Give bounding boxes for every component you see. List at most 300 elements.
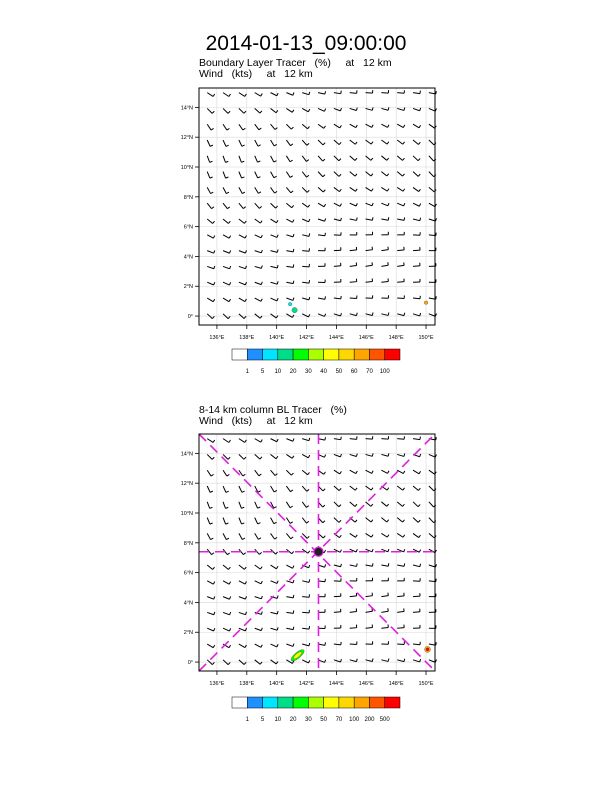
wind-barb [207, 644, 215, 648]
wind-barb [334, 279, 341, 282]
colorbar-swatch [247, 349, 262, 360]
wind-barb [318, 296, 325, 299]
colorbar-swatch [354, 697, 369, 708]
wind-barb [413, 437, 420, 440]
colorbar-label: 10 [274, 369, 282, 375]
wind-barb [381, 90, 388, 93]
wind-barb [397, 436, 404, 439]
wind-barb [350, 262, 357, 266]
wind-barb [286, 264, 293, 267]
wind-barb [286, 610, 293, 613]
y-tick-label: 8°N [183, 194, 193, 201]
wind-barb [334, 642, 341, 645]
wind-barb [350, 124, 358, 127]
wind-barb [381, 172, 388, 176]
wind-barb [223, 156, 228, 163]
wind-barb [350, 247, 357, 251]
wind-barb [302, 124, 309, 129]
wind-barb [255, 187, 261, 193]
wind-barb [366, 470, 374, 473]
wind-barb [334, 187, 341, 191]
wind-barb [207, 486, 213, 492]
wind-barb [350, 502, 357, 507]
wind-barb [413, 313, 421, 316]
wind-barb [366, 641, 373, 644]
wind-barb [381, 124, 389, 127]
tracer-contour [426, 648, 429, 651]
wind-barb [366, 453, 374, 456]
wind-barb [397, 90, 404, 93]
wind-barb [334, 659, 342, 662]
wind-barb [286, 502, 292, 508]
wind-barb [223, 124, 229, 130]
wind-barb [255, 172, 261, 178]
wind-barb [334, 593, 341, 596]
wind-barb [255, 502, 261, 508]
wind-barb [334, 454, 342, 457]
wind-barb [286, 249, 293, 252]
wind-barb [302, 156, 309, 162]
wind-barb [286, 470, 293, 475]
wind-barb [302, 454, 310, 457]
wind-barb [413, 502, 420, 507]
colorbar-label: 50 [320, 717, 327, 723]
wind-barb [207, 282, 215, 285]
wind-barb [350, 578, 357, 581]
wind-barb [286, 644, 294, 647]
wind-barb [366, 217, 373, 220]
colorbar-swatch [369, 349, 384, 360]
y-tick-label: 14°N [180, 451, 193, 458]
wind-barb [397, 108, 405, 111]
wind-barb [239, 187, 245, 193]
wind-barb [223, 219, 230, 223]
colorbar-label: 40 [320, 369, 327, 375]
wind-barb [381, 187, 389, 191]
wind-barb [207, 470, 213, 476]
x-tick-label: 144°E [328, 681, 344, 687]
wind-barb [397, 203, 405, 206]
colorbar-swatch [385, 349, 400, 360]
wind-barb [334, 313, 342, 316]
wind-barb [397, 140, 404, 144]
wind-barb [318, 218, 326, 221]
wind-barb [286, 172, 292, 178]
wind-barb [381, 578, 388, 581]
colorbar-swatch [308, 349, 323, 360]
y-tick-label: 6°N [183, 570, 193, 577]
wind-barb [381, 608, 388, 612]
y-tick-label: 4°N [183, 254, 193, 261]
wind-barb [397, 659, 405, 662]
wind-barb [350, 659, 358, 662]
wind-barb [239, 203, 246, 208]
wind-barb [413, 564, 421, 567]
y-tick-label: 0° [187, 660, 193, 667]
colorbar-label: 200 [364, 717, 375, 723]
colorbar-label: 20 [289, 369, 297, 375]
colorbar-label: 20 [289, 717, 297, 723]
wind-barb [413, 296, 420, 299]
wind-barb [302, 594, 309, 597]
wind-barb [255, 124, 262, 130]
wind-barb [397, 217, 404, 220]
wind-barb [286, 314, 294, 318]
wind-barb [413, 625, 420, 628]
tracer-contour [288, 302, 292, 306]
wind-barb [318, 108, 326, 111]
wind-barb [366, 486, 373, 490]
wind-barb [271, 298, 279, 301]
wind-barb [334, 609, 341, 613]
wind-barb [350, 486, 357, 490]
wind-barb [397, 533, 404, 537]
map-frame [199, 88, 435, 325]
wind-barb [239, 108, 246, 113]
wind-barb [381, 313, 389, 316]
wind-barb [302, 108, 310, 111]
wind-barb [271, 581, 279, 584]
wind-barb [223, 612, 231, 615]
wind-barb [350, 436, 357, 439]
wind-barb [207, 502, 212, 509]
wind-barb [271, 140, 277, 146]
wind-barb [255, 266, 263, 269]
wind-barb [207, 612, 215, 615]
wind-barb [318, 248, 325, 251]
wind-barb [239, 266, 247, 269]
colorbar-swatch [247, 697, 262, 708]
wind-barb [334, 486, 341, 491]
x-tick-label: 146°E [358, 335, 374, 341]
wind-barb [207, 518, 212, 524]
wind-barb [286, 140, 293, 146]
wind-barb [271, 439, 279, 442]
colorbar-swatch [385, 697, 400, 708]
wind-barb [366, 140, 373, 144]
wind-barb [207, 187, 213, 193]
colorbar-swatch [324, 349, 339, 360]
wind-barb [350, 533, 357, 537]
wind-barb [223, 172, 228, 179]
wind-barb [413, 486, 420, 490]
wind-barb [381, 593, 388, 597]
y-tick-label: 8°N [183, 540, 193, 547]
wind-barb [286, 281, 293, 284]
wind-barb [413, 187, 420, 191]
wind-barb [366, 172, 373, 176]
wind-barb [286, 203, 293, 207]
wind-barb [397, 313, 405, 316]
wind-barb [366, 502, 373, 507]
x-tick-label: 146°E [358, 681, 374, 687]
y-tick-label: 14°N [180, 105, 193, 112]
wind-barb [207, 266, 215, 269]
x-tick-label: 144°E [328, 335, 344, 341]
wind-barb [350, 470, 358, 473]
wind-barb [223, 298, 231, 302]
panel1-wind-label: Wind (kts) at 12 km [199, 68, 313, 80]
x-tick-label: 136°E [209, 335, 225, 341]
wind-barb [318, 203, 326, 207]
wind-barb [207, 250, 215, 253]
colorbar-swatch [369, 697, 384, 708]
wind-barb [207, 596, 215, 599]
wind-barb [302, 502, 309, 508]
y-tick-label: 12°N [180, 135, 193, 142]
wind-barb [350, 625, 357, 629]
wind-barb [223, 203, 230, 208]
wind-barb [318, 280, 325, 283]
wind-barb [255, 439, 263, 443]
wind-barb [350, 642, 357, 645]
wind-barb [239, 140, 245, 146]
wind-barb [223, 628, 231, 631]
wind-barb [334, 203, 342, 206]
wind-barb [334, 502, 341, 507]
wind-barb [397, 124, 405, 127]
wind-barb [302, 92, 310, 95]
map-panel-2 [181, 434, 437, 687]
colorbar-swatch [293, 697, 308, 708]
wind-barb [318, 263, 325, 266]
wind-barb [413, 108, 421, 111]
wind-barb [302, 203, 309, 207]
colorbar-label: 1 [245, 369, 249, 375]
wind-barb [318, 156, 325, 161]
wind-barb [381, 232, 388, 235]
wind-barb [207, 124, 213, 130]
wind-barb [413, 533, 420, 537]
colorbar-label: 70 [366, 369, 373, 375]
wind-barb [239, 282, 247, 285]
panel2-title: 8-14 km column BL Tracer (%) [199, 404, 347, 416]
wind-barb [366, 295, 373, 298]
wind-barb [207, 108, 214, 113]
page-title: 2014-01-13_09:00:00 [205, 32, 407, 55]
x-tick-label: 148°E [388, 335, 404, 341]
colorbar-swatch [308, 697, 323, 708]
wind-barb [334, 140, 341, 145]
wind-barb [366, 107, 374, 110]
wind-barb [207, 219, 214, 223]
wind-barb [381, 140, 388, 144]
wind-barb [239, 486, 245, 492]
wind-barb [271, 124, 278, 129]
wind-barb [207, 172, 212, 178]
wind-barb [350, 108, 358, 111]
wind-barb [255, 533, 261, 539]
wind-barb [397, 593, 404, 597]
y-tick-label: 10°N [180, 165, 193, 171]
colorbar-swatch [232, 697, 247, 708]
wind-barb [223, 502, 228, 509]
wind-barb [223, 140, 229, 146]
wind-barb [350, 593, 357, 597]
wind-barb [381, 247, 388, 251]
wind-barb [207, 93, 214, 97]
wind-barb [239, 454, 246, 459]
wind-barb [223, 518, 228, 525]
wind-barb [302, 660, 310, 663]
wind-barb [381, 278, 388, 282]
wind-barb [350, 454, 358, 457]
wind-barb [397, 279, 404, 283]
wind-barb [381, 262, 388, 266]
colorbar-swatch [278, 349, 293, 360]
tracer-contour [424, 301, 428, 305]
wind-barb [239, 124, 245, 130]
wind-barb [271, 644, 279, 647]
wind-barb [334, 625, 341, 628]
x-tick-label: 142°E [299, 335, 315, 341]
wind-barb [302, 470, 309, 475]
wind-barb [286, 518, 292, 524]
wind-barb [381, 659, 389, 662]
wind-barb [207, 156, 212, 163]
wind-barb [366, 232, 373, 235]
wind-barb [397, 502, 404, 507]
y-tick-label: 4°N [183, 600, 193, 607]
wind-barb [255, 156, 261, 162]
wind-barb [286, 565, 294, 568]
wind-barb [271, 93, 279, 96]
colorbar-label: 100 [349, 717, 360, 723]
wind-barb [207, 439, 214, 443]
wind-barb [207, 454, 214, 459]
wind-barb [302, 438, 310, 441]
wind-barb [318, 124, 325, 128]
wind-barb [255, 298, 263, 301]
x-tick-label: 140°E [269, 335, 285, 341]
wind-barb [223, 108, 230, 113]
wind-barb [286, 595, 293, 598]
wind-barb [334, 218, 342, 221]
colorbar-label: 1 [245, 717, 249, 723]
wind-barb [302, 297, 310, 300]
panel1-title: Boundary Layer Tracer (%) at 12 km [199, 57, 392, 69]
wind-barb [334, 263, 341, 267]
wind-barb [334, 578, 341, 581]
wind-barb [207, 298, 215, 302]
wind-barb [381, 624, 388, 628]
wind-barb [334, 232, 341, 235]
wind-barb [318, 91, 325, 94]
wind-barb [350, 279, 357, 283]
wind-barb [223, 533, 229, 539]
wind-barb [302, 643, 310, 646]
wind-barb [397, 563, 404, 566]
wind-barb [350, 232, 357, 235]
wind-barb [397, 518, 404, 522]
wind-barb [334, 172, 341, 177]
wind-barb [239, 219, 246, 223]
colorbar-label: 5 [260, 369, 265, 375]
wind-barb [286, 108, 293, 112]
wind-barb [255, 596, 263, 599]
wind-barb [239, 502, 244, 509]
wind-barb [350, 296, 357, 299]
wind-barb [239, 298, 247, 302]
wind-barb [255, 203, 262, 208]
wind-barb [366, 187, 374, 191]
wind-barb [207, 533, 213, 539]
wind-barb [302, 248, 309, 251]
wind-barb [381, 217, 388, 220]
wind-barb [255, 250, 263, 253]
colorbar-swatch [324, 697, 339, 708]
wind-barb [286, 92, 294, 95]
wind-barb [286, 627, 293, 630]
wind-barb [255, 454, 262, 459]
wind-barb [366, 518, 373, 522]
wind-barb [239, 596, 247, 599]
wind-barb [286, 156, 292, 162]
wind-barb [381, 563, 388, 566]
wind-barb [381, 295, 388, 298]
wind-barb [271, 156, 277, 162]
wind-barb [413, 659, 421, 662]
colorbar-1 [232, 349, 400, 375]
wind-barb [397, 232, 404, 235]
tracer-contour [292, 307, 297, 312]
center-marker [314, 547, 323, 556]
wind-barb [302, 140, 309, 145]
wind-barb [239, 612, 247, 615]
wind-barb [223, 486, 229, 492]
colorbar-label: 100 [379, 369, 390, 375]
wind-barb [223, 470, 229, 476]
wind-barb [286, 438, 294, 441]
wind-barb [334, 296, 341, 299]
wind-barb [302, 610, 309, 613]
wind-barb [397, 247, 404, 251]
wind-barb [302, 579, 309, 582]
wind-barb [207, 628, 215, 631]
wind-barb [381, 470, 389, 473]
colorbar-2 [232, 697, 400, 723]
wind-barb [302, 486, 309, 491]
wind-barb [350, 156, 357, 161]
wind-barb [334, 564, 342, 567]
wind-barb [207, 140, 213, 146]
wind-barb [239, 518, 244, 524]
wind-barb [255, 108, 262, 113]
wind-barb [366, 533, 374, 537]
wind-barb [223, 439, 230, 443]
wind-barb [255, 518, 261, 524]
wind-barb [413, 203, 421, 206]
wind-barb [381, 641, 388, 644]
wind-barb [318, 140, 325, 145]
wind-barb [318, 172, 325, 177]
wind-barb [255, 581, 263, 584]
colorbar-label: 5 [260, 717, 265, 723]
colorbar-swatch [354, 349, 369, 360]
wind-barb [207, 235, 215, 238]
wind-barb [350, 187, 357, 191]
wind-barb [350, 140, 357, 144]
wind-barb [207, 581, 215, 584]
wind-barb [381, 502, 388, 506]
wind-barb [271, 187, 278, 193]
x-tick-label: 136°E [209, 681, 225, 687]
colorbar-label: 30 [305, 369, 312, 375]
wind-barb [366, 124, 374, 127]
x-tick-label: 138°E [239, 681, 255, 687]
y-tick-label: 2°N [183, 284, 193, 291]
y-tick-label: 10°N [180, 511, 193, 517]
